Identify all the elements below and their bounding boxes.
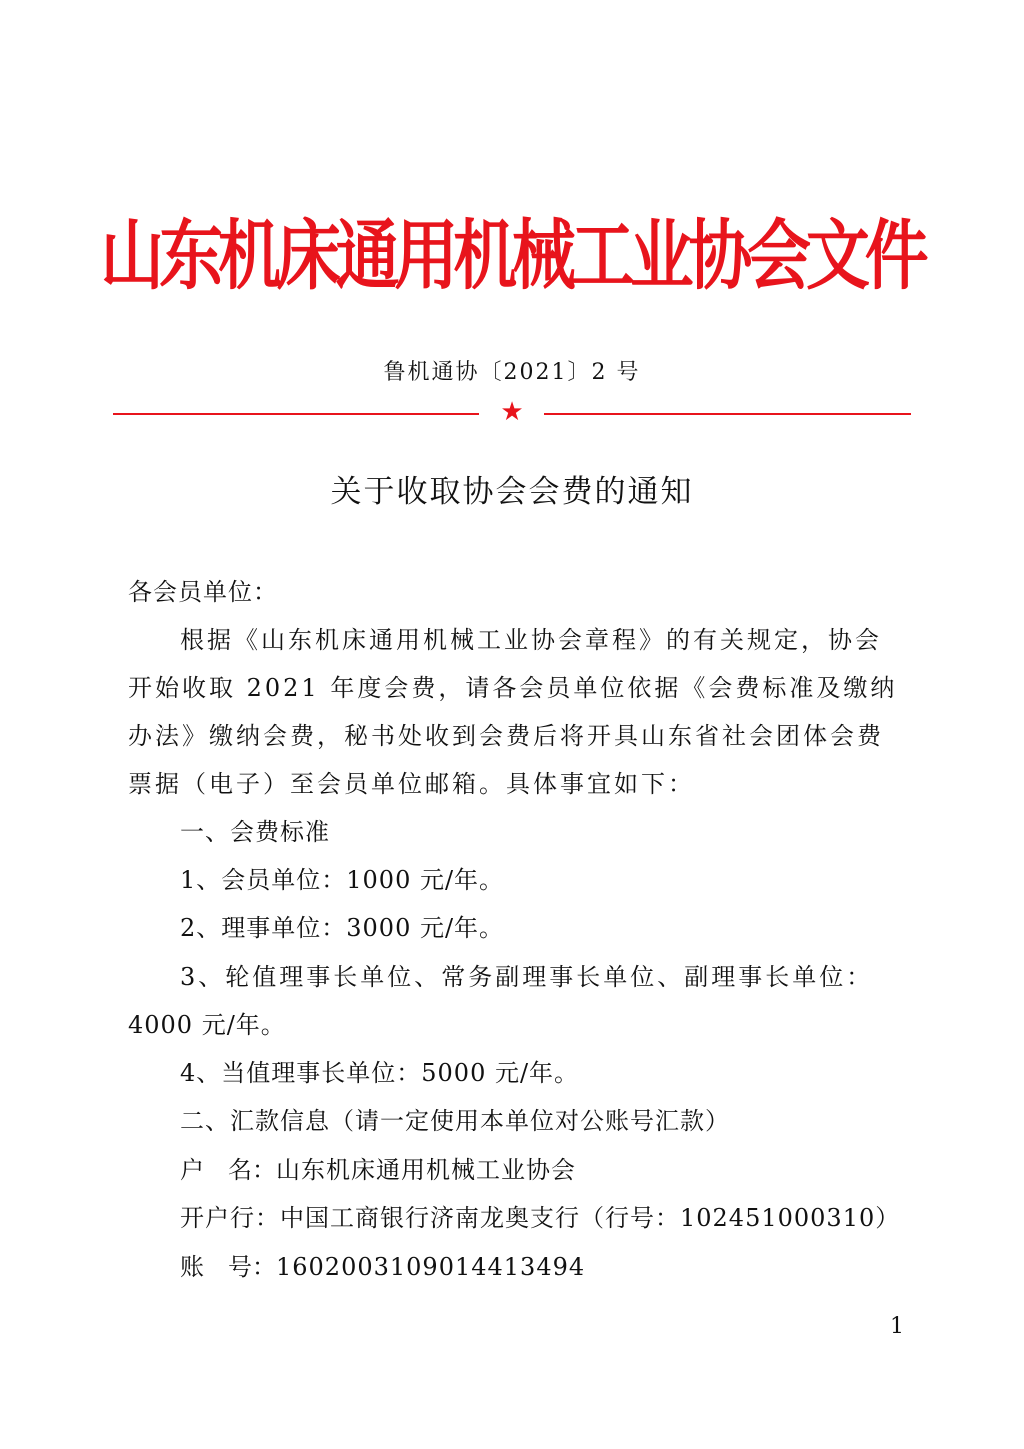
salutation: 各会员单位： [128,578,278,606]
intro-line: 根据《山东机床通用机械工业协会章程》的有关规定，协会 [180,626,882,654]
document-header-title: 山东机床通用机械工业协会文件 [100,211,924,300]
header-divider-right [544,413,911,415]
star-icon: ★ [500,397,524,427]
fee-item-vice-chair: 3、轮值理事长单位、常务副理事长单位、副理事长单位： [180,963,874,991]
bank-label: 开户行： [180,1204,280,1232]
intro-paragraph [128,616,898,808]
account-name-label: 户 名： [180,1156,276,1184]
intro-line: 开始收取 2021 年度会费，请各会员单位依据《会费标准及缴纳 [128,674,898,702]
notice-title: 关于收取协会会费的通知 [330,474,694,510]
fee-item-vice-chair-amount: 4000 元/年。 [128,1011,286,1039]
fee-item-director: 2、理事单位：3000 元/年。 [180,914,505,942]
section-heading-fee-standard: 一、会费标准 [180,818,330,846]
account-name-value: 山东机床通用机械工业协会 [276,1156,576,1184]
bank-row [180,1194,950,1242]
account-number-value: 1602003109014413494 [276,1253,586,1281]
bank-value: 中国工商银行济南龙奥支行（行号：102451000310） [280,1204,901,1232]
account-number-row [180,1243,950,1291]
page-number: 1 [890,1314,904,1339]
intro-line: 办法》缴纳会费，秘书处收到会费后将开具山东省社会团体会费 [128,722,884,750]
intro-line: 票据（电子）至会员单位邮箱。具体事宜如下： [128,770,695,798]
account-name-row [180,1146,950,1194]
section-heading-remittance: 二、汇款信息（请一定使用本单位对公账号汇款） [180,1107,730,1135]
fee-item-member: 1、会员单位：1000 元/年。 [180,866,505,894]
fee-item-chair: 4、当值理事长单位：5000 元/年。 [180,1059,580,1087]
document-number: 鲁机通协〔2021〕2 号 [383,360,641,385]
header-divider-left [113,413,479,415]
account-number-label: 账 号： [180,1253,276,1281]
